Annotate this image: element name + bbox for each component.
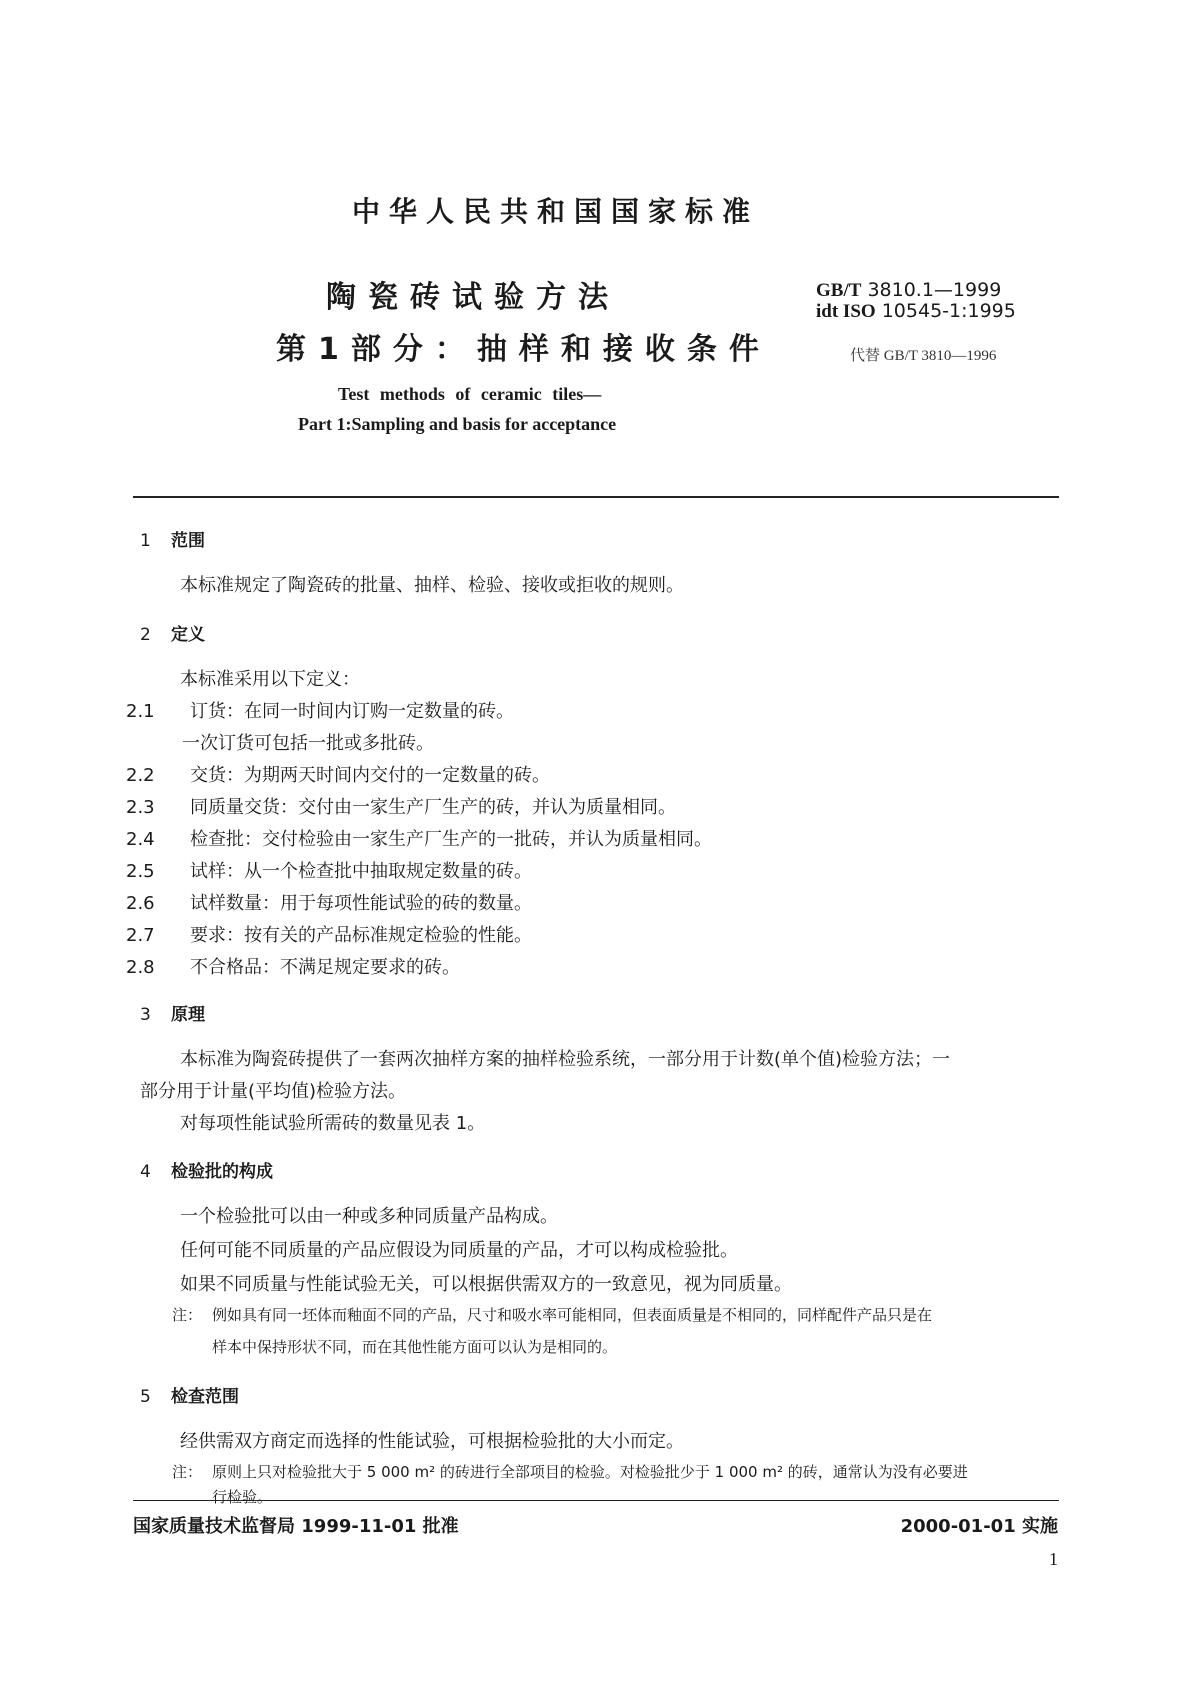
definition-text: 交货：为期两天时间内交付的一定数量的砖。 <box>190 765 550 786</box>
definition-text: 不合格品：不满足规定要求的砖。 <box>190 957 460 978</box>
header-divider <box>133 496 1059 498</box>
definition-text: 试样：从一个检查批中抽取规定数量的砖。 <box>190 861 532 882</box>
definition-item <box>126 889 1066 921</box>
definition-text: 试样数量：用于每项性能试验的砖的数量。 <box>190 893 532 914</box>
replaces-note: 代替 GB/T 3810—1996 <box>850 348 997 364</box>
definition-number: 2.3 <box>126 797 155 818</box>
section-4-note-line2: 样本中保持形状不同，而在其他性能方面可以认为是相同的。 <box>212 1338 618 1356</box>
section-4-paragraph-3: 如果不同质量与性能试验无关，可以根据供需双方的一致意见，视为同质量。 <box>180 1274 792 1295</box>
definition-number: 2.4 <box>126 829 155 850</box>
footer-divider <box>133 1500 1059 1501</box>
title-english-line2: Part 1:Sampling and basis for acceptance <box>298 414 617 434</box>
definition-item <box>126 825 1066 857</box>
definition-text: 同质量交货：交付由一家生产厂生产的砖，并认为质量相同。 <box>190 797 676 818</box>
section-number: 4 <box>140 1162 151 1182</box>
approval-date: 国家质量技术监督局 1999-11-01 批准 <box>133 1516 459 1537</box>
section-title: 定义 <box>171 625 205 645</box>
definition-item <box>126 953 1066 985</box>
section-title: 检查范围 <box>171 1387 239 1407</box>
definitions-list <box>126 697 1066 985</box>
standard-code <box>816 279 1001 302</box>
section-3-paragraph-line2: 部分用于计量(平均值)检验方法。 <box>140 1081 407 1102</box>
definition-item <box>126 793 1066 825</box>
definition-text: 要求：按有关的产品标准规定检验的性能。 <box>190 925 532 946</box>
title-chinese-line2: 第1部分：抽样和接收条件 <box>276 332 771 367</box>
section-3-heading <box>140 1000 205 1025</box>
definition-item <box>126 921 1066 953</box>
definition-item <box>126 857 1066 889</box>
definition-number: 2.1 <box>126 701 155 722</box>
definition-number: 2.5 <box>126 861 155 882</box>
page-number: 1 <box>1049 1549 1058 1569</box>
section-5-note <box>172 1457 1062 1487</box>
title-english-line1: Test methods of ceramic tiles— <box>338 384 602 404</box>
title-chinese-line1: 陶瓷砖试验方法 <box>326 280 620 315</box>
idt-code <box>816 300 1016 323</box>
note-label: 注： <box>172 1306 203 1324</box>
standard-code-number: 3810.1—1999 <box>867 279 1002 301</box>
note-line1: 例如具有同一坯体而釉面不同的产品，尺寸和吸水率可能相同，但表面质量是不相同的，同样配件产品只是在 <box>212 1306 933 1324</box>
section-5-heading <box>140 1382 239 1407</box>
standard-code-prefix: GB/T <box>816 280 862 301</box>
effective-date: 2000-01-01 实施 <box>900 1516 1058 1537</box>
section-number: 2 <box>140 625 151 645</box>
section-2-heading <box>140 620 205 645</box>
definition-number: 2.6 <box>126 893 155 914</box>
definition-continuation <box>126 729 1066 761</box>
section-number: 5 <box>140 1387 151 1407</box>
national-standard-heading: 中华人民共和国国家标准 <box>351 195 759 228</box>
section-number: 1 <box>140 531 151 551</box>
definition-item <box>126 697 1066 729</box>
section-4-note <box>172 1300 1062 1330</box>
section-4-heading <box>140 1157 273 1182</box>
definition-item <box>126 761 1066 793</box>
section-1-text: 本标准规定了陶瓷砖的批量、抽样、检验、接收或拒收的规则。 <box>180 575 684 596</box>
section-4-paragraph-2: 任何可能不同质量的产品应假设为同质量的产品，才可以构成检验批。 <box>180 1240 738 1261</box>
section-4-paragraph-1: 一个检验批可以由一种或多种同质量产品构成。 <box>180 1206 558 1227</box>
section-3-paragraph-2: 对每项性能试验所需砖的数量见表 1。 <box>180 1113 486 1134</box>
note-line1: 原则上只对检验批大于 5 000 m² 的砖进行全部项目的检验。对检验批少于 1 000 m² 的砖，通常认为没有必要进 <box>212 1463 968 1481</box>
section-3-paragraph-line1: 本标准为陶瓷砖提供了一套两次抽样方案的抽样检验系统，一部分用于计数(单个值)检验方法；一 <box>180 1049 951 1070</box>
definition-number: 2.7 <box>126 925 155 946</box>
section-5-note-line2: 行检验。 <box>212 1488 273 1506</box>
definition-number: 2.2 <box>126 765 155 786</box>
section-5-paragraph-1: 经供需双方商定而选择的性能试验，可根据检验批的大小而定。 <box>180 1431 684 1452</box>
section-title: 原理 <box>171 1005 205 1025</box>
section-number: 3 <box>140 1005 151 1025</box>
note-label: 注： <box>172 1463 203 1481</box>
definition-text: 一次订货可包括一批或多批砖。 <box>182 733 434 754</box>
section-title: 检验批的构成 <box>171 1162 273 1182</box>
definition-text: 检查批：交付检验由一家生产厂生产的一批砖，并认为质量相同。 <box>190 829 712 850</box>
section-title: 范围 <box>171 531 205 551</box>
definition-text: 订货：在同一时间内订购一定数量的砖。 <box>190 701 514 722</box>
idt-code-number: 10545-1:1995 <box>881 300 1016 322</box>
section-2-intro: 本标准采用以下定义： <box>180 669 360 690</box>
idt-code-prefix: idt ISO <box>816 301 876 322</box>
definition-number: 2.8 <box>126 957 155 978</box>
section-1-heading <box>140 526 205 551</box>
